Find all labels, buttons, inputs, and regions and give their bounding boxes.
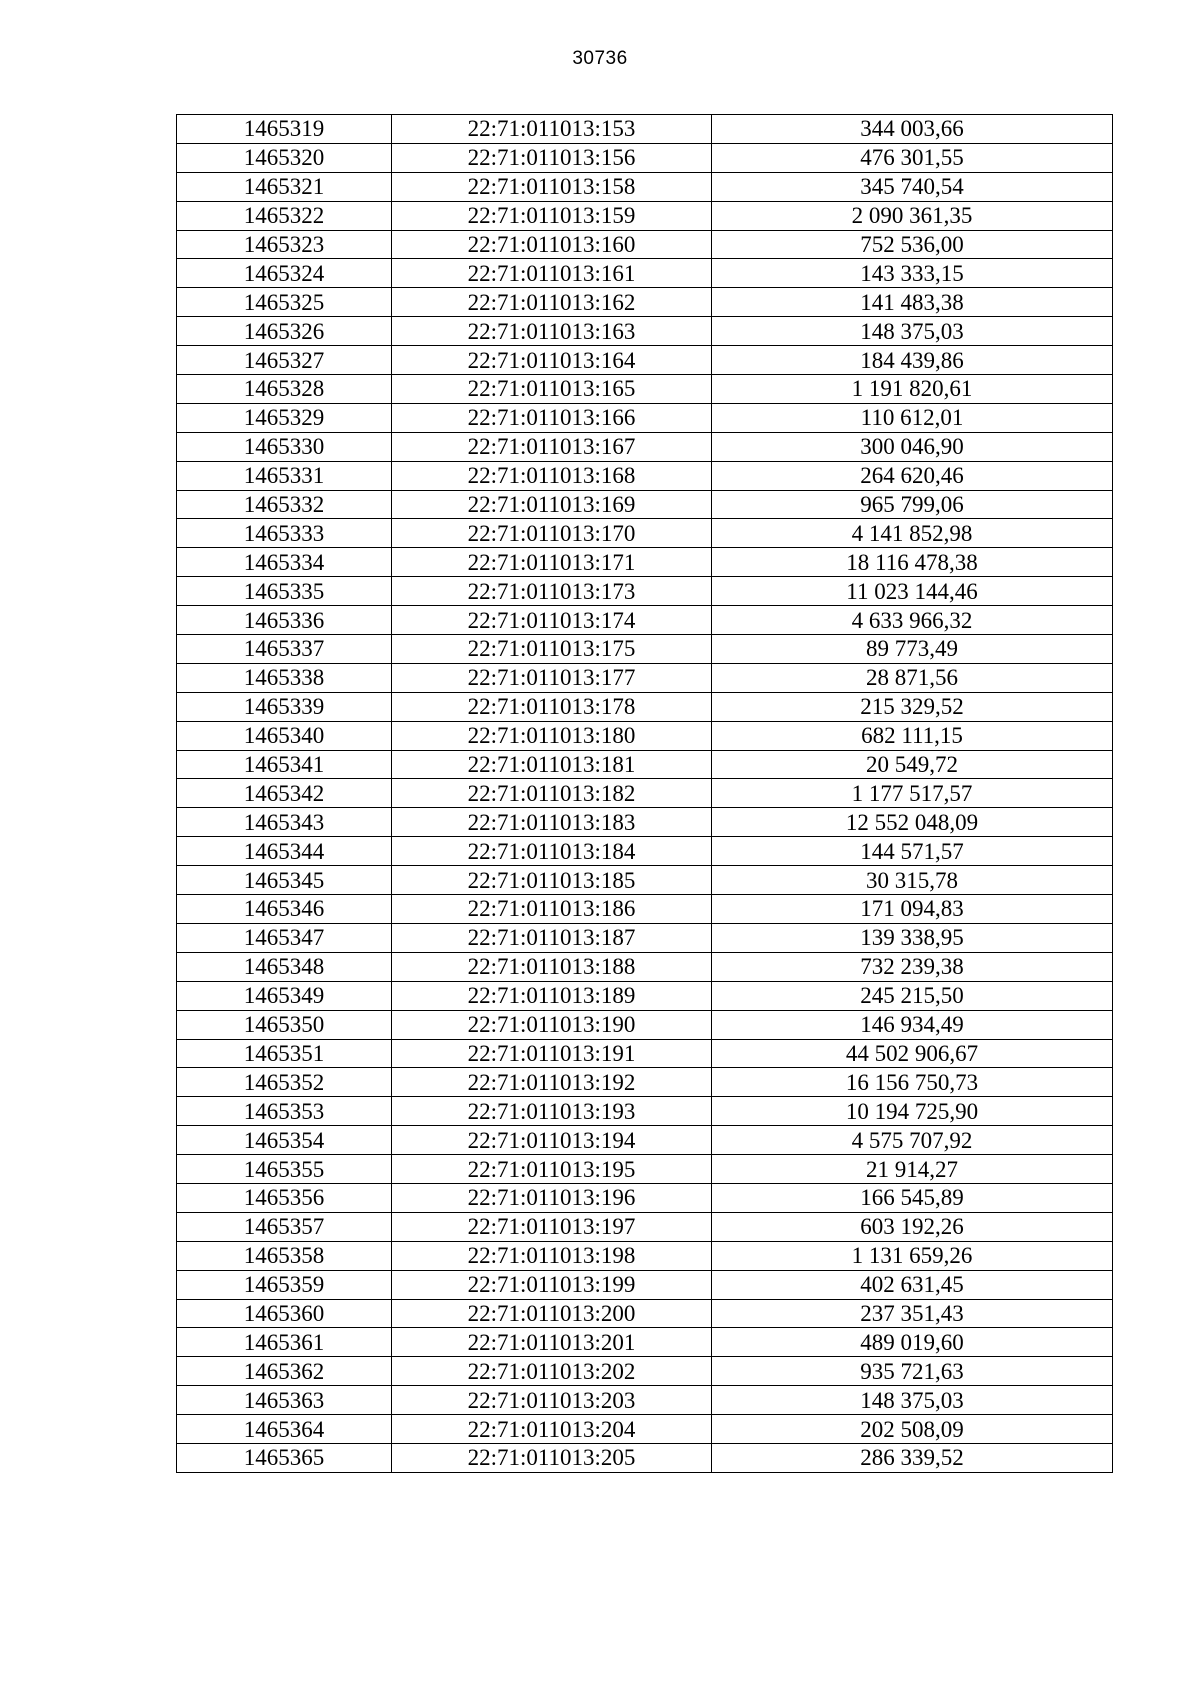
table-row [177, 750, 1113, 779]
cadastral-number-cell: 22:71:011013:164 [392, 346, 712, 375]
record-number-cell: 1465360 [177, 1299, 392, 1328]
value-cell: 476 301,55 [712, 143, 1113, 172]
record-number-cell: 1465345 [177, 866, 392, 895]
value-cell: 11 023 144,46 [712, 577, 1113, 606]
cadastral-number-cell: 22:71:011013:169 [392, 490, 712, 519]
table-row [177, 317, 1113, 346]
table-row [177, 1270, 1113, 1299]
value-cell: 682 111,15 [712, 721, 1113, 750]
page-number: 30736 [572, 48, 628, 69]
cadastral-number-cell: 22:71:011013:189 [392, 981, 712, 1010]
cadastral-number-cell: 22:71:011013:163 [392, 317, 712, 346]
table-row [177, 548, 1113, 577]
table-row [177, 1097, 1113, 1126]
value-cell: 1 131 659,26 [712, 1241, 1113, 1270]
record-number-cell: 1465321 [177, 172, 392, 201]
record-number-cell: 1465325 [177, 288, 392, 317]
value-cell: 286 339,52 [712, 1443, 1113, 1472]
value-cell: 144 571,57 [712, 837, 1113, 866]
cadastral-number-cell: 22:71:011013:185 [392, 866, 712, 895]
value-cell: 245 215,50 [712, 981, 1113, 1010]
value-cell: 202 508,09 [712, 1415, 1113, 1444]
table-row [177, 1039, 1113, 1068]
value-cell: 18 116 478,38 [712, 548, 1113, 577]
record-number-cell: 1465322 [177, 201, 392, 230]
table-row [177, 519, 1113, 548]
value-cell: 20 549,72 [712, 750, 1113, 779]
cadastral-number-cell: 22:71:011013:181 [392, 750, 712, 779]
value-cell: 44 502 906,67 [712, 1039, 1113, 1068]
table-row [177, 490, 1113, 519]
table-row [177, 779, 1113, 808]
record-number-cell: 1465332 [177, 490, 392, 519]
table-row [177, 403, 1113, 432]
cadastral-number-cell: 22:71:011013:197 [392, 1212, 712, 1241]
cadastral-number-cell: 22:71:011013:201 [392, 1328, 712, 1357]
value-cell: 2 090 361,35 [712, 201, 1113, 230]
cadastral-number-cell: 22:71:011013:184 [392, 837, 712, 866]
value-cell: 166 545,89 [712, 1183, 1113, 1212]
table-row [177, 201, 1113, 230]
cadastral-number-cell: 22:71:011013:190 [392, 1010, 712, 1039]
record-number-cell: 1465362 [177, 1357, 392, 1386]
value-cell: 489 019,60 [712, 1328, 1113, 1357]
value-cell: 110 612,01 [712, 403, 1113, 432]
value-cell: 732 239,38 [712, 952, 1113, 981]
table-row [177, 346, 1113, 375]
record-number-cell: 1465338 [177, 663, 392, 692]
table-row [177, 1443, 1113, 1472]
record-number-cell: 1465319 [177, 115, 392, 144]
table-row [177, 1155, 1113, 1184]
record-number-cell: 1465324 [177, 259, 392, 288]
cadastral-number-cell: 22:71:011013:199 [392, 1270, 712, 1299]
record-number-cell: 1465350 [177, 1010, 392, 1039]
value-cell: 935 721,63 [712, 1357, 1113, 1386]
value-cell: 141 483,38 [712, 288, 1113, 317]
value-cell: 4 141 852,98 [712, 519, 1113, 548]
table-row [177, 866, 1113, 895]
value-cell: 1 191 820,61 [712, 375, 1113, 404]
value-cell: 344 003,66 [712, 115, 1113, 144]
cadastral-number-cell: 22:71:011013:167 [392, 432, 712, 461]
record-number-cell: 1465348 [177, 952, 392, 981]
value-cell: 146 934,49 [712, 1010, 1113, 1039]
table-row [177, 923, 1113, 952]
table-row [177, 1068, 1113, 1097]
value-cell: 21 914,27 [712, 1155, 1113, 1184]
table-row [177, 1183, 1113, 1212]
record-number-cell: 1465327 [177, 346, 392, 375]
table-row [177, 1299, 1113, 1328]
record-number-cell: 1465340 [177, 721, 392, 750]
table-row [177, 1212, 1113, 1241]
table-row [177, 635, 1113, 664]
table-row [177, 808, 1113, 837]
table-row [177, 837, 1113, 866]
cadastral-number-cell: 22:71:011013:174 [392, 606, 712, 635]
table-row [177, 432, 1113, 461]
record-number-cell: 1465353 [177, 1097, 392, 1126]
table-row [177, 259, 1113, 288]
value-cell: 965 799,06 [712, 490, 1113, 519]
cadastral-number-cell: 22:71:011013:162 [392, 288, 712, 317]
table-row [177, 1415, 1113, 1444]
record-number-cell: 1465331 [177, 461, 392, 490]
value-cell: 28 871,56 [712, 663, 1113, 692]
value-cell: 143 333,15 [712, 259, 1113, 288]
record-number-cell: 1465343 [177, 808, 392, 837]
table-row [177, 1357, 1113, 1386]
cadastral-number-cell: 22:71:011013:196 [392, 1183, 712, 1212]
cadastral-number-cell: 22:71:011013:193 [392, 1097, 712, 1126]
cadastral-number-cell: 22:71:011013:160 [392, 230, 712, 259]
data-table [176, 114, 1113, 1473]
cadastral-number-cell: 22:71:011013:177 [392, 663, 712, 692]
value-cell: 30 315,78 [712, 866, 1113, 895]
table-row [177, 461, 1113, 490]
cadastral-number-cell: 22:71:011013:168 [392, 461, 712, 490]
record-number-cell: 1465335 [177, 577, 392, 606]
table-row [177, 692, 1113, 721]
record-number-cell: 1465329 [177, 403, 392, 432]
table-row [177, 952, 1113, 981]
record-number-cell: 1465347 [177, 923, 392, 952]
value-cell: 215 329,52 [712, 692, 1113, 721]
record-number-cell: 1465364 [177, 1415, 392, 1444]
table-row [177, 1328, 1113, 1357]
cadastral-number-cell: 22:71:011013:170 [392, 519, 712, 548]
cadastral-number-cell: 22:71:011013:156 [392, 143, 712, 172]
cadastral-number-cell: 22:71:011013:194 [392, 1126, 712, 1155]
cadastral-number-cell: 22:71:011013:187 [392, 923, 712, 952]
record-number-cell: 1465334 [177, 548, 392, 577]
table-row [177, 230, 1113, 259]
value-cell: 4 575 707,92 [712, 1126, 1113, 1155]
record-number-cell: 1465344 [177, 837, 392, 866]
cadastral-number-cell: 22:71:011013:188 [392, 952, 712, 981]
cadastral-number-cell: 22:71:011013:198 [392, 1241, 712, 1270]
cadastral-number-cell: 22:71:011013:202 [392, 1357, 712, 1386]
table-row [177, 288, 1113, 317]
table-row [177, 577, 1113, 606]
record-number-cell: 1465333 [177, 519, 392, 548]
value-cell: 148 375,03 [712, 317, 1113, 346]
cadastral-number-cell: 22:71:011013:204 [392, 1415, 712, 1444]
record-number-cell: 1465361 [177, 1328, 392, 1357]
cadastral-number-cell: 22:71:011013:192 [392, 1068, 712, 1097]
cadastral-number-cell: 22:71:011013:182 [392, 779, 712, 808]
cadastral-number-cell: 22:71:011013:186 [392, 895, 712, 924]
record-number-cell: 1465341 [177, 750, 392, 779]
cadastral-number-cell: 22:71:011013:178 [392, 692, 712, 721]
value-cell: 1 177 517,57 [712, 779, 1113, 808]
record-number-cell: 1465346 [177, 895, 392, 924]
value-cell: 184 439,86 [712, 346, 1113, 375]
value-cell: 89 773,49 [712, 635, 1113, 664]
table-row [177, 606, 1113, 635]
record-number-cell: 1465336 [177, 606, 392, 635]
cadastral-number-cell: 22:71:011013:171 [392, 548, 712, 577]
table-body [177, 115, 1113, 1473]
record-number-cell: 1465355 [177, 1155, 392, 1184]
table-row [177, 721, 1113, 750]
cadastral-number-cell: 22:71:011013:183 [392, 808, 712, 837]
table-row [177, 895, 1113, 924]
record-number-cell: 1465342 [177, 779, 392, 808]
record-number-cell: 1465356 [177, 1183, 392, 1212]
value-cell: 171 094,83 [712, 895, 1113, 924]
record-number-cell: 1465352 [177, 1068, 392, 1097]
table-row [177, 1010, 1113, 1039]
record-number-cell: 1465359 [177, 1270, 392, 1299]
record-number-cell: 1465330 [177, 432, 392, 461]
value-cell: 139 338,95 [712, 923, 1113, 952]
table-row [177, 981, 1113, 1010]
record-number-cell: 1465323 [177, 230, 392, 259]
table-row [177, 115, 1113, 144]
value-cell: 752 536,00 [712, 230, 1113, 259]
cadastral-number-cell: 22:71:011013:173 [392, 577, 712, 606]
record-number-cell: 1465337 [177, 635, 392, 664]
cadastral-number-cell: 22:71:011013:165 [392, 375, 712, 404]
cadastral-number-cell: 22:71:011013:180 [392, 721, 712, 750]
cadastral-number-cell: 22:71:011013:166 [392, 403, 712, 432]
value-cell: 300 046,90 [712, 432, 1113, 461]
cadastral-number-cell: 22:71:011013:200 [392, 1299, 712, 1328]
value-cell: 237 351,43 [712, 1299, 1113, 1328]
table-row [177, 375, 1113, 404]
table-row [177, 1241, 1113, 1270]
cadastral-number-cell: 22:71:011013:191 [392, 1039, 712, 1068]
value-cell: 603 192,26 [712, 1212, 1113, 1241]
record-number-cell: 1465320 [177, 143, 392, 172]
value-cell: 345 740,54 [712, 172, 1113, 201]
value-cell: 4 633 966,32 [712, 606, 1113, 635]
record-number-cell: 1465357 [177, 1212, 392, 1241]
value-cell: 264 620,46 [712, 461, 1113, 490]
record-number-cell: 1465349 [177, 981, 392, 1010]
record-number-cell: 1465358 [177, 1241, 392, 1270]
record-number-cell: 1465339 [177, 692, 392, 721]
table-row [177, 1386, 1113, 1415]
cadastral-number-cell: 22:71:011013:175 [392, 635, 712, 664]
cadastral-number-cell: 22:71:011013:205 [392, 1443, 712, 1472]
value-cell: 148 375,03 [712, 1386, 1113, 1415]
value-cell: 16 156 750,73 [712, 1068, 1113, 1097]
record-number-cell: 1465328 [177, 375, 392, 404]
cadastral-number-cell: 22:71:011013:153 [392, 115, 712, 144]
table-row [177, 1126, 1113, 1155]
cadastral-number-cell: 22:71:011013:203 [392, 1386, 712, 1415]
value-cell: 10 194 725,90 [712, 1097, 1113, 1126]
cadastral-number-cell: 22:71:011013:161 [392, 259, 712, 288]
record-number-cell: 1465351 [177, 1039, 392, 1068]
cadastral-number-cell: 22:71:011013:195 [392, 1155, 712, 1184]
record-number-cell: 1465354 [177, 1126, 392, 1155]
cadastral-number-cell: 22:71:011013:159 [392, 201, 712, 230]
record-number-cell: 1465363 [177, 1386, 392, 1415]
table-row [177, 663, 1113, 692]
table-row [177, 172, 1113, 201]
value-cell: 402 631,45 [712, 1270, 1113, 1299]
value-cell: 12 552 048,09 [712, 808, 1113, 837]
table-row [177, 143, 1113, 172]
record-number-cell: 1465326 [177, 317, 392, 346]
cadastral-number-cell: 22:71:011013:158 [392, 172, 712, 201]
record-number-cell: 1465365 [177, 1443, 392, 1472]
